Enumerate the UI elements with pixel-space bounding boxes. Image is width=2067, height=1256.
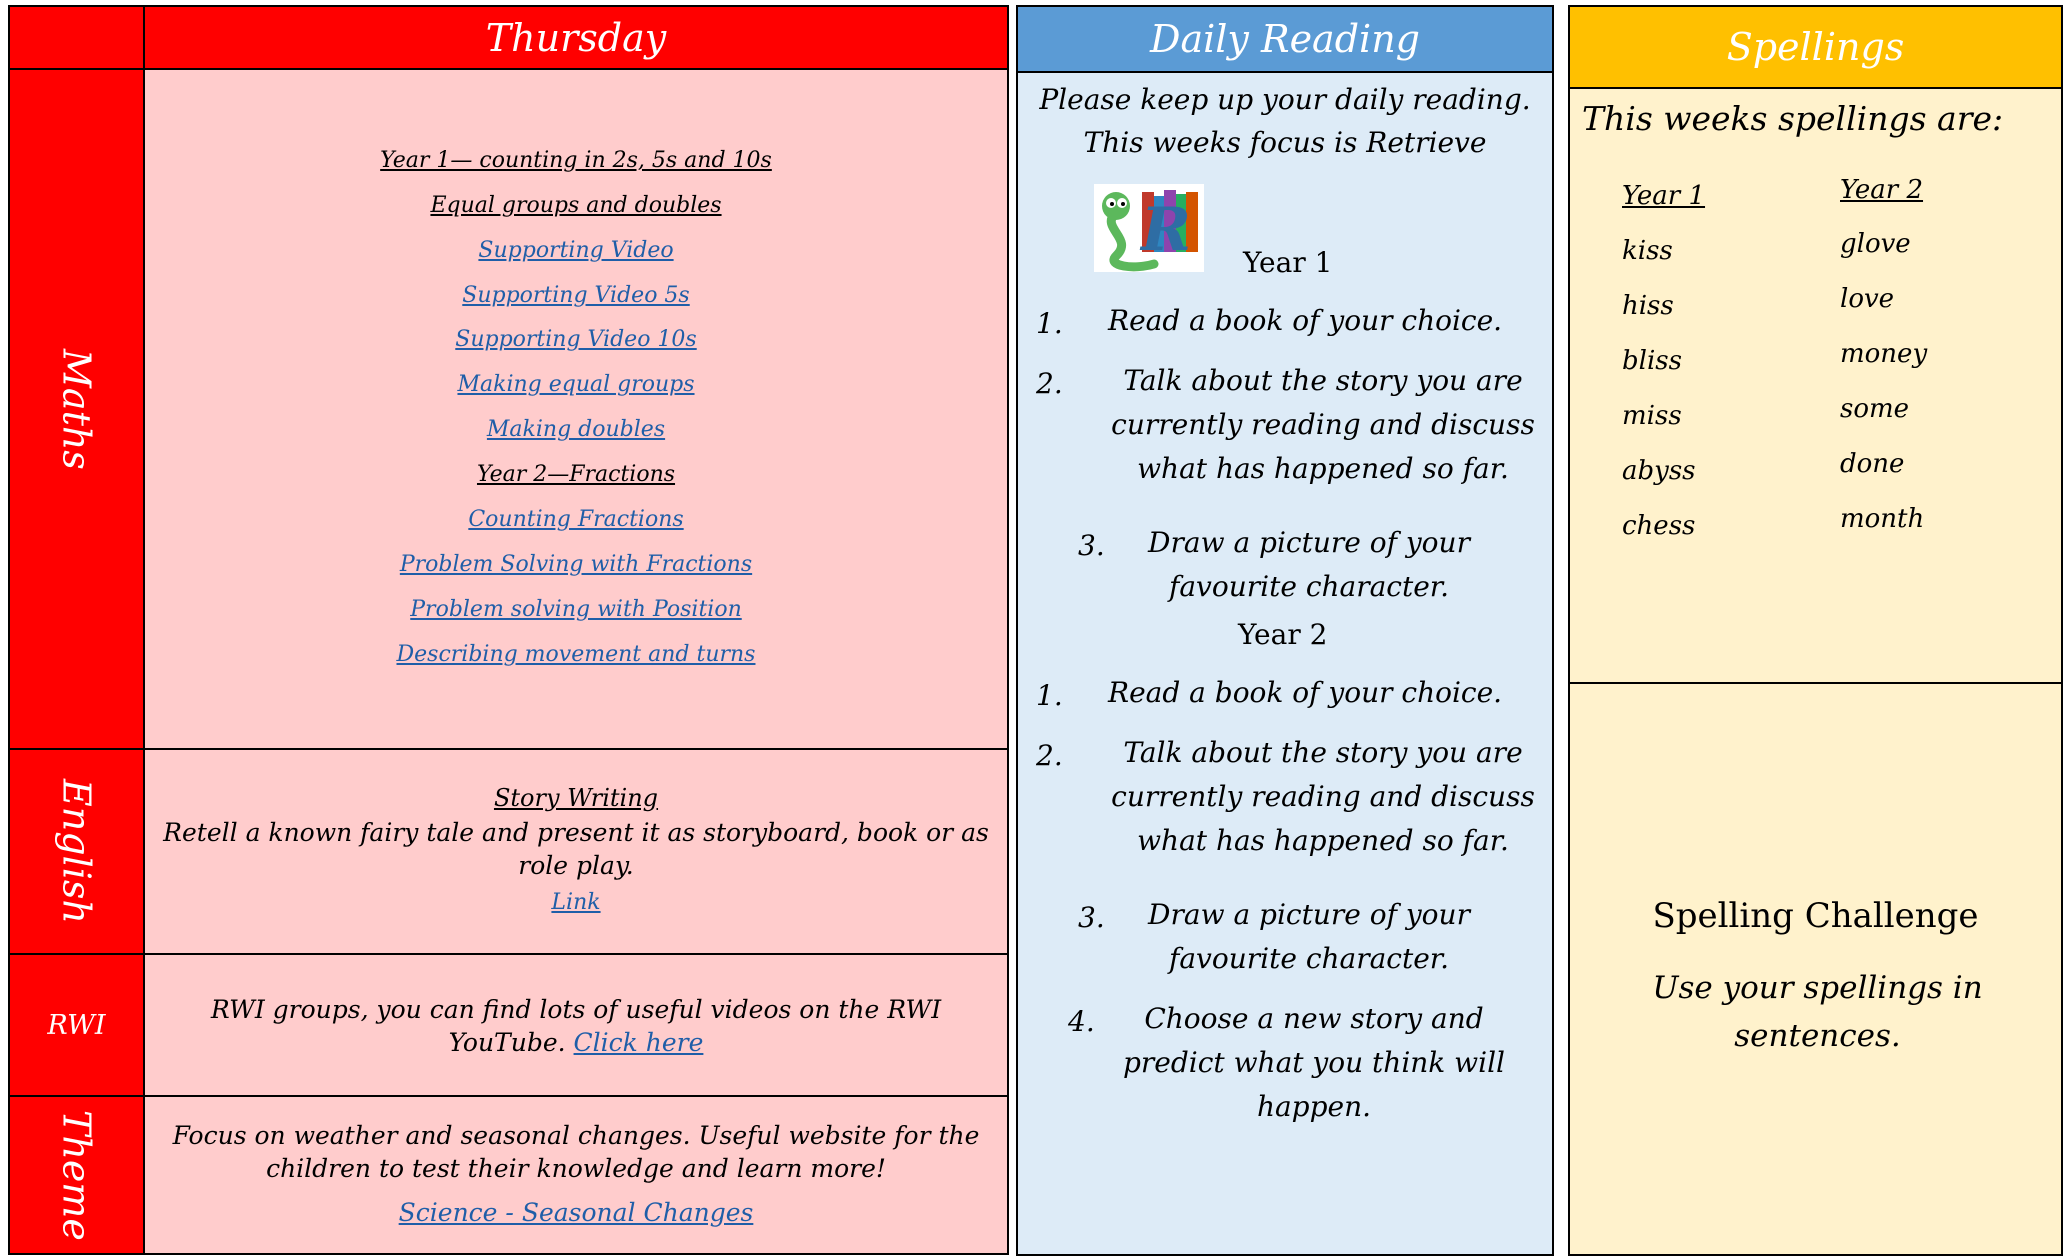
link-supporting-video-10s[interactable]: Supporting Video 10s: [455, 327, 697, 352]
reading-y1-num-2: 2.: [1036, 367, 1063, 400]
english-label-cell: [8, 748, 145, 955]
spelling-challenge-title: Spelling Challenge: [1652, 896, 1979, 936]
spelling-y1-word: bliss: [1622, 346, 1682, 376]
reading-title: Daily Reading: [1149, 17, 1420, 61]
spelling-y2-word: month: [1840, 504, 1925, 534]
rwi-cell: [143, 953, 1009, 1097]
reading-y1-item-2: Talk about the story you are currently reading and discuss what has happened so far.: [1111, 364, 1535, 485]
spelling-y2-word: done: [1840, 449, 1905, 479]
reading-intro-2: This weeks focus is Retrieve: [1083, 126, 1487, 159]
rwi-text: RWI groups, you can find lots of useful videos on the RWI YouTube.: [210, 995, 942, 1057]
spelling-y1-word: kiss: [1622, 236, 1673, 266]
reading-y1-num-1: 1.: [1036, 307, 1063, 340]
reading-header: [1016, 5, 1554, 73]
reading-y1-item-1: Read a book of your choice.: [1108, 304, 1503, 337]
reading-y1-num-3: 3.: [1078, 529, 1105, 562]
english-label: English: [54, 779, 99, 924]
rwi-label: RWI: [47, 1009, 106, 1041]
reading-year1-heading: Year 1: [1243, 246, 1333, 279]
reading-y2-num-4: 4.: [1068, 1005, 1095, 1038]
link-supporting-video-5s[interactable]: Supporting Video 5s: [462, 283, 690, 308]
reading-year2-heading: Year 2: [1238, 618, 1328, 651]
theme-cell: [143, 1095, 1009, 1255]
link-describing-movement[interactable]: Describing movement and turns: [396, 642, 756, 667]
spelling-y2-word: money: [1840, 339, 1928, 369]
link-problem-solving-fractions[interactable]: Problem Solving with Fractions: [399, 552, 753, 577]
maths-year1-sub: Equal groups and doubles: [430, 193, 722, 218]
spelling-challenge-text: Use your spellings in sentences.: [1652, 970, 1983, 1054]
reading-retrieve-logo: [1094, 184, 1204, 272]
maths-label-cell: [8, 68, 145, 750]
reading-y1-item-3: Draw a picture of your favourite character.: [1148, 526, 1470, 603]
spelling-y2-word: glove: [1840, 229, 1911, 259]
day-title: Thursday: [485, 15, 667, 60]
maths-year2-heading: Year 2—Fractions: [476, 462, 676, 487]
maths-year1-heading: Year 1— counting in 2s, 5s and 10s: [380, 148, 772, 173]
spelling-y1-word: abyss: [1622, 456, 1696, 486]
rwi-label-cell: [8, 953, 145, 1097]
maths-cell: [143, 68, 1009, 750]
theme-link[interactable]: Science - Seasonal Changes: [398, 1198, 754, 1227]
spelling-y1-word: hiss: [1622, 291, 1674, 321]
reading-y2-num-2: 2.: [1036, 739, 1063, 772]
reading-panel: [1016, 71, 1554, 1256]
theme-label-cell: [8, 1095, 145, 1255]
reading-y2-item-2: Talk about the story you are currently reading and discuss what has happened so far.: [1111, 736, 1535, 857]
theme-label: Theme: [54, 1109, 99, 1241]
spelling-y2-word: some: [1840, 394, 1910, 424]
spellings-year1-heading: Year 1: [1622, 181, 1706, 211]
logo-letter: R: [1141, 195, 1191, 265]
english-text: Retell a known fairy tale and present it as storyboard, book or as role play.: [163, 818, 989, 880]
rwi-link[interactable]: Click here: [573, 1028, 704, 1057]
reading-y2-item-4: Choose a new story and predict what you think will happen.: [1122, 1002, 1506, 1123]
spellings-intro: This weeks spellings are:: [1582, 99, 2004, 138]
theme-text: Focus on weather and seasonal changes. Useful website for the children to test their knowledge and learn more!: [172, 1121, 980, 1183]
spellings-year2-heading: Year 2: [1840, 175, 1924, 205]
spelling-challenge-panel: [1568, 682, 2063, 1256]
link-problem-solving-position[interactable]: Problem solving with Position: [410, 597, 742, 622]
english-heading: Story Writing: [493, 784, 659, 812]
reading-y2-num-1: 1.: [1036, 679, 1063, 712]
spelling-y1-word: miss: [1622, 401, 1682, 431]
english-cell: [143, 748, 1009, 955]
spellings-title: Spellings: [1726, 25, 1905, 69]
day-header: [143, 5, 1009, 70]
link-making-equal-groups[interactable]: Making equal groups: [457, 372, 695, 397]
reading-intro-1: Please keep up your daily reading.: [1039, 83, 1531, 116]
book-worm-icon: [1094, 184, 1204, 272]
spellings-header: [1568, 5, 2063, 89]
link-counting-fractions[interactable]: Counting Fractions: [468, 507, 684, 532]
reading-y2-item-1: Read a book of your choice.: [1108, 676, 1503, 709]
english-link[interactable]: Link: [551, 890, 601, 915]
link-making-doubles[interactable]: Making doubles: [486, 417, 666, 442]
reading-y2-num-3: 3.: [1078, 901, 1105, 934]
corner-cell: [8, 5, 145, 70]
maths-label: Maths: [54, 348, 99, 470]
spelling-y2-word: love: [1840, 284, 1895, 314]
spelling-y1-word: chess: [1622, 511, 1696, 541]
spellings-panel: [1568, 87, 2063, 684]
reading-y2-item-3: Draw a picture of your favourite character.: [1148, 898, 1470, 975]
link-supporting-video[interactable]: Supporting Video: [478, 238, 674, 263]
